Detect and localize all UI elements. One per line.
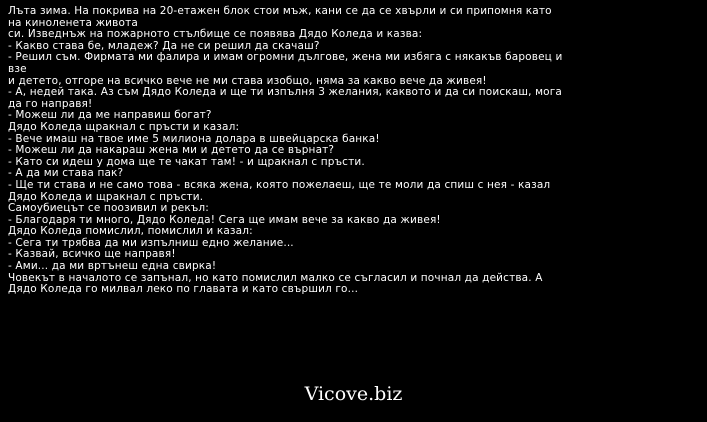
text-line: - Като си идеш у дома ще те чакат там! - и щракнал с пръсти. [8, 155, 365, 168]
text-line: - Решил съм. Фирмата ми фалира и имам огромни дългове, жена ми избяга с някакъв баровец и взе [8, 51, 566, 75]
text-line: - А, недей така. Аз съм Дядо Коледа и ще ти изпълня 3 желания, каквото и да си поискаш, мога [8, 86, 562, 99]
text-line: - Вече имаш на твое име 5 милиона долара в швейцарска банка! [8, 132, 380, 145]
text-line: - Благодаря ти много, Дядо Коледа! Сега ще имам вече за какво да живея! [8, 213, 441, 226]
text-line: Самоубиецът се поозивил и рекъл: [8, 202, 209, 215]
text-line: Дядо Коледа помислил, помислил и казал: [8, 225, 253, 238]
text-line: Лъта зима. На покрива на 20-етажен блок стои мъж, кани се да се хвърли и си припомня като [8, 5, 552, 17]
text-line: - А да ми става пак? [8, 167, 124, 180]
text-line: - Можеш ли да накараш жена ми и детето да се върнат? [8, 144, 335, 157]
text-line: - Ами... да ми вртънеш една свирка! [8, 260, 217, 273]
text-line: Дядо Коледа го милвал леко по главата и като свършил го... [8, 283, 359, 296]
text-line: - Можеш ли да ме направиш богат? [8, 109, 212, 122]
site-watermark: Vicove.biz [304, 383, 403, 405]
text-line: Дядо Коледа щракнал с пръсти и казал: [8, 120, 240, 133]
text-line: и детето, отгоре на всичко вече не ми става изобщо, няма за какво вече да живея! [8, 74, 487, 87]
text-line: - Ще ти става и не само това - всяка жена, която пожелаеш, ще те моли да спиш с нея - казал [8, 178, 551, 191]
text-line: - Казвай, всичко ще направя! [8, 248, 176, 261]
joke-text [8, 6, 578, 296]
text-line: - Сега ти трябва да ми изпълниш едно желание... [8, 236, 294, 249]
text-line: Човекът в началото се запънал, но като помислил малко се съгласил и почнал да действа. А [8, 271, 543, 284]
text-line: си. Изведнъж на пожарното стълбище се появява Дядо Коледа и казва: [8, 28, 423, 41]
text-line: Дядо Коледа и щракнал с пръсти. [8, 190, 204, 203]
text-line: на киноленета живота [8, 16, 138, 29]
text-line: - Какво става бе, младеж? Да не си решил да скачаш? [8, 39, 320, 52]
text-line: да го направя! [8, 97, 93, 110]
